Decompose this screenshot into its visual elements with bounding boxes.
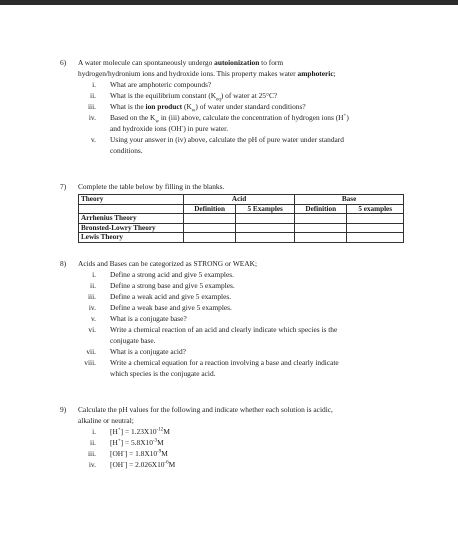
table-row: [79, 233, 404, 243]
table-cell-blank[interactable]: [184, 214, 236, 224]
q9-line1: Calculate the pH values for the following and indicate whether each solution is acidic,: [78, 405, 333, 414]
table-subheader-base-definition: Definition: [295, 204, 347, 214]
table-header-base: Base: [295, 195, 404, 205]
q6-line1: A water molecule can spontaneously undergo autoionization to form: [78, 58, 284, 67]
q9-number: 9): [60, 405, 67, 414]
table-cell-blank[interactable]: [295, 214, 347, 224]
table-cell-blank[interactable]: [347, 214, 404, 224]
q9-line2: alkaline or neutral;: [78, 416, 134, 425]
table-cell-blank[interactable]: [236, 223, 295, 233]
table-cell-blank[interactable]: [347, 233, 404, 243]
table-subheader-acid-definition: Definition: [184, 204, 236, 214]
table-row-label: Lewis Theory: [79, 233, 184, 243]
table-cell-blank[interactable]: [347, 223, 404, 233]
theory-table: [78, 194, 404, 243]
table-cell-blank[interactable]: [236, 214, 295, 224]
q7-text: Complete the table below by filling in the blanks.: [78, 182, 225, 191]
q8-number: 8): [60, 259, 67, 268]
table-row-label: Arrhenius Theory: [79, 214, 184, 224]
table-cell-blank[interactable]: [295, 233, 347, 243]
table-cell-blank[interactable]: [184, 223, 236, 233]
q8-text: Acids and Bases can be categorized as STRONG or WEAK;: [78, 259, 258, 268]
q7-number: 7): [60, 182, 67, 191]
table-cell-blank[interactable]: [295, 223, 347, 233]
table-header-theory: Theory: [79, 195, 184, 205]
table-subheader-blank: [79, 204, 184, 214]
table-row: [79, 223, 404, 233]
table-header-acid: Acid: [184, 195, 295, 205]
table-cell-blank[interactable]: [236, 233, 295, 243]
q6-line2: hydrogen/hydronium ions and hydroxide ions. This property makes water amphoteric;: [78, 69, 336, 78]
table-row: [79, 214, 404, 224]
table-subheader-acid-examples: 5 Examples: [236, 204, 295, 214]
table-cell-blank[interactable]: [184, 233, 236, 243]
q6-number: 6): [60, 58, 67, 67]
table-subheader-base-examples: 5 examples: [347, 204, 404, 214]
table-row-label: Bronsted-Lowry Theory: [79, 223, 184, 233]
worksheet-page: 6) A water molecule can spontaneously undergo autoionization to form hydrogen/hydronium ions and hydroxide ions. This property makes water amphoteric; i. What are amphoteric compounds? ii. What is the equilibrium constant $(K_{eq})$ of water at 25°C? iii. What is the ion product $(K_w)$ of water under standard conditions? iv. Based on the $K_w$ in (iii) above, calculate the concentration of hydrogen ions (H+) and hydroxide ions (OH-) in pure water. v. Using your answer in (iv) above, calculate the pH of pure water under standard conditions. 7) Complete the table below by filling in the blanks. Theory Acid Base Definition 5 Examples Definition 5 examples Arrhenius Theory Bronsted-Lowry Theory Lewis Theory 8) Acids and Bases can be categorized as STRONG or WEAK; i. Define a strong acid and give 5 examples. ii. Define a strong base and give 5 examples. iii. Define a weak acid and give 5 examples. iv. Define a weak base and give 5 examples. v. What is a conjugate base? vi. Write a chemical reaction of an acid and clearly indicate which species is the conjugate base. vii. What is a conjugate acid? viii. Write a chemical equation for a reaction involving a base and clearly indicate which species is the conjugate acid. 9) Calculate the pH values for the following and indicate whether each solution is acidic, alkaline or neutral; i. $[H^+] = 1.23X10^{-12}M$ ii. $[H^+] = 5.8X10^{-3}M$ iii. $[OH^-] = 1.8X10^{-9}M$ iv. $[OH^-] = 2.026X10^{-6}M$: [0, 0, 458, 552]
